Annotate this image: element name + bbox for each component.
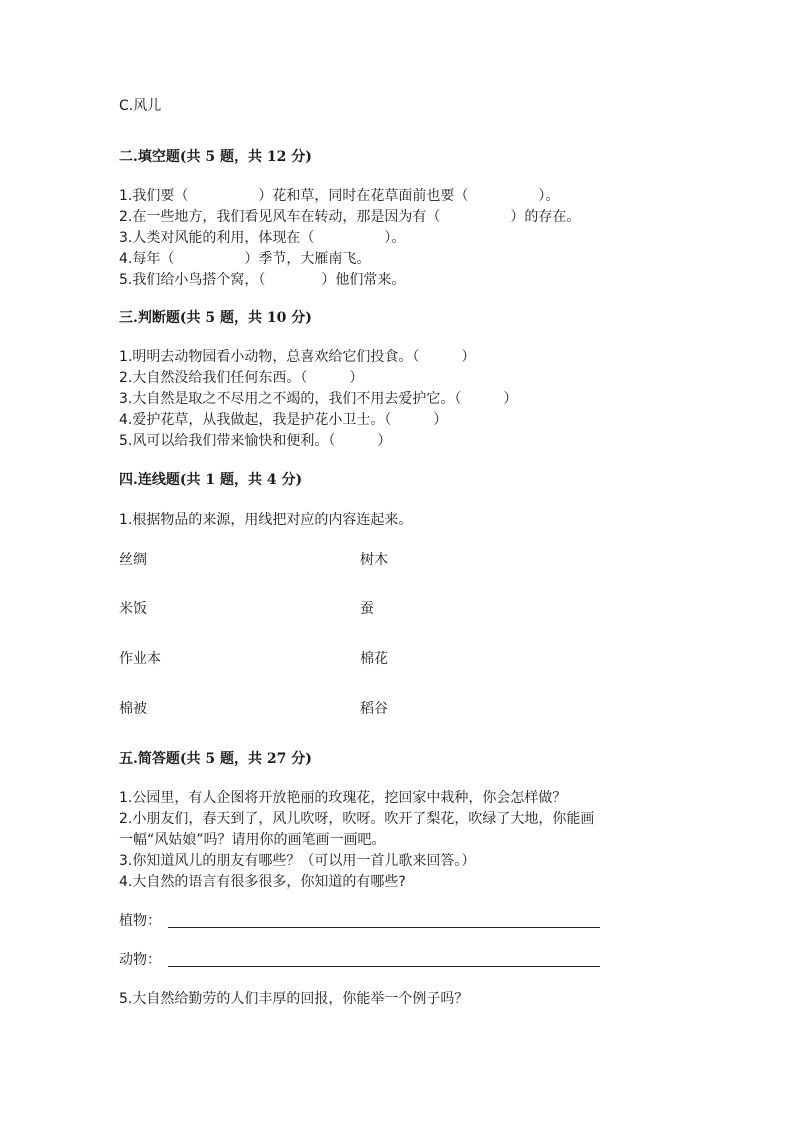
matching-left-item: 丝绸 — [119, 552, 147, 568]
true-false-question-5: 5.风可以给我们带来愉快和便利。（ ） — [119, 433, 392, 449]
matching-instruction: 1.根据物品的来源，用线把对应的内容连起来。 — [119, 512, 413, 528]
matching-right-item: 树木 — [360, 552, 388, 568]
fill-blank-question-3: 3.人类对风能的利用，体现在（ ）。 — [119, 230, 406, 246]
short-answer-question-4: 4.大自然的语言有很多很多，你知道的有哪些? — [119, 874, 406, 890]
section-3-heading: 三.判断题(共 5 题，共 10 分) — [119, 310, 312, 326]
matching-left-item: 米饭 — [119, 601, 147, 617]
matching-right-item: 稻谷 — [360, 701, 388, 717]
short-answer-question-2: 2.小朋友们，春天到了，风儿吹呀，吹呀。吹开了梨花，吹绿了大地，你能画 — [119, 811, 595, 827]
section-2-heading: 二.填空题(共 5 题，共 12 分) — [119, 149, 312, 165]
true-false-question-2: 2.大自然没给我们任何东西。（ ） — [119, 370, 364, 386]
option-c: C.风儿 — [119, 98, 162, 114]
short-answer-question-1: 1.公园里，有人企图将开放艳丽的玫瑰花，挖回家中栽种，你会怎样做？ — [119, 790, 567, 806]
matching-right-item: 蚕 — [360, 601, 374, 617]
fill-blank-question-4: 4.每年（ ）季节，大雁南飞。 — [119, 251, 371, 267]
fill-blank-question-2: 2.在一些地方，我们看见风车在转动，那是因为有（ ）的存在。 — [119, 209, 581, 225]
plants-label: 植物： — [119, 913, 161, 929]
true-false-question-3: 3.大自然是取之不尽用之不竭的，我们不用去爱护它。（ ） — [119, 391, 518, 407]
matching-left-item: 棉被 — [119, 701, 147, 717]
section-4-heading: 四.连线题(共 1 题，共 4 分) — [119, 472, 303, 488]
short-answer-question-5: 5.大自然给勤劳的人们丰厚的回报，你能举一个例子吗？ — [119, 991, 469, 1007]
plants-answer-line[interactable] — [168, 927, 600, 928]
fill-blank-question-1: 1.我们要（ ）花和草，同时在花草面前也要（ ）。 — [119, 188, 560, 204]
matching-right-item: 棉花 — [360, 651, 388, 667]
section-5-heading: 五.简答题(共 5 题，共 27 分) — [119, 751, 312, 767]
fill-blank-question-5: 5.我们给小鸟搭个窝，（ ）他们常来。 — [119, 272, 406, 288]
true-false-question-4: 4.爱护花草，从我做起，我是护花小卫士。（ ） — [119, 412, 448, 428]
animals-label: 动物： — [119, 952, 161, 968]
matching-left-item: 作业本 — [119, 651, 161, 667]
short-answer-question-3: 3.你知道风儿的朋友有哪些？（可以用一首儿歌来回答。） — [119, 853, 476, 869]
short-answer-question-2-continued: 一幅“风姑娘”吗？请用你的画笔画一画吧。 — [119, 832, 386, 848]
animals-answer-line[interactable] — [168, 966, 600, 967]
true-false-question-1: 1.明明去动物园看小动物，总喜欢给它们投食。（ ） — [119, 349, 476, 365]
